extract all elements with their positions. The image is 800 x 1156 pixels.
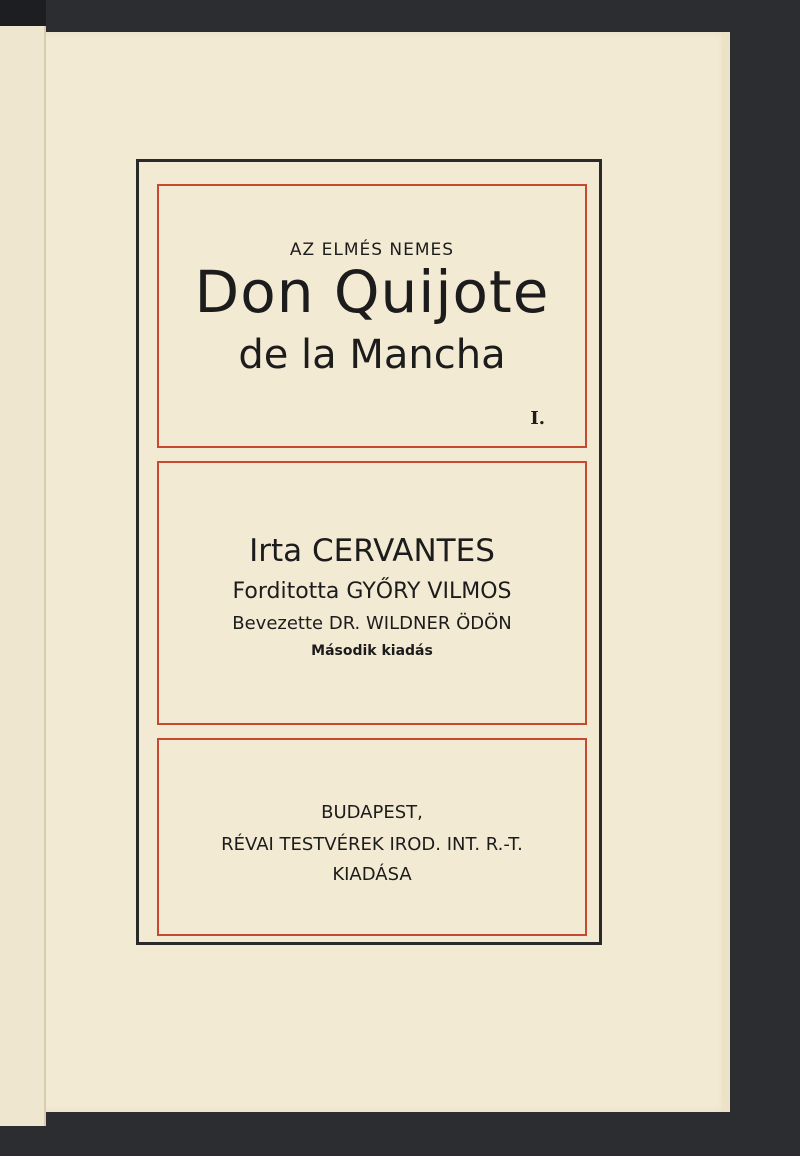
credits-panel: [157, 461, 587, 725]
translator-line: Forditotta GYŐRY VILMOS: [232, 579, 512, 604]
main-title: Don Quijote: [194, 258, 550, 326]
page-right-edge: [722, 32, 730, 1112]
pre-title: AZ ELMÉS NEMES: [289, 240, 455, 260]
publisher-panel: [157, 738, 587, 936]
book-spine-edge: [0, 0, 46, 26]
sub-title: de la Mancha: [238, 332, 506, 378]
publisher-imprint: KIADÁSA: [332, 864, 412, 885]
author-line: Irta CERVANTES: [249, 533, 495, 569]
edition-line: Második kiadás: [311, 643, 433, 659]
title-panel: [157, 184, 587, 448]
left-page-edge: [0, 26, 46, 1126]
publisher-city: BUDAPEST,: [321, 802, 423, 823]
introduction-line: Bevezette DR. WILDNER ÖDÖN: [232, 613, 512, 634]
publisher-name: RÉVAI TESTVÉREK IROD. INT. R.-T.: [221, 834, 523, 855]
volume-number: I.: [530, 408, 545, 429]
